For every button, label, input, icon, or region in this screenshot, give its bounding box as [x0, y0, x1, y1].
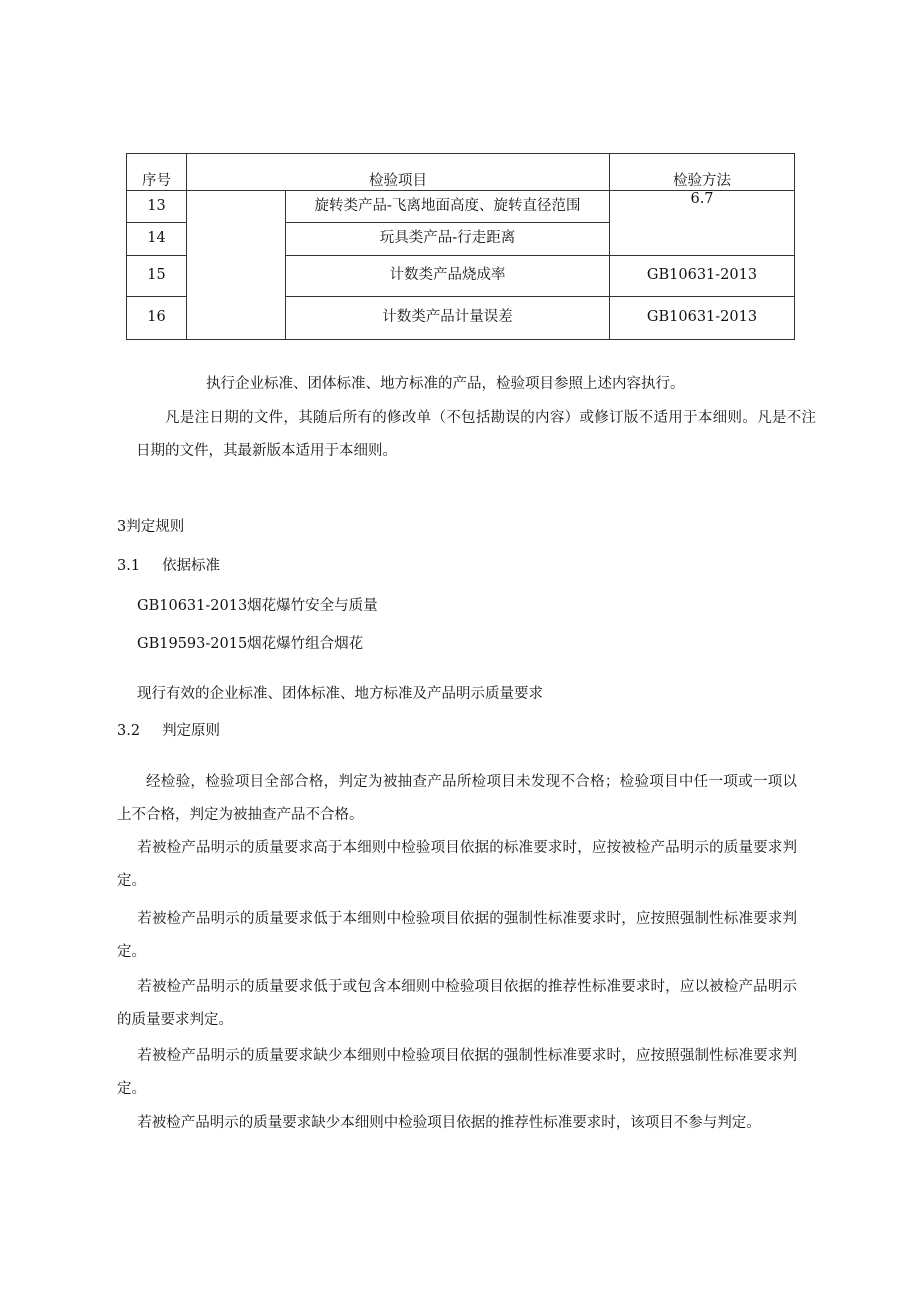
category-cell [187, 191, 286, 340]
judgment-paragraph: 若被检产品明示的质量要求高于本细则中检验项目依据的标准要求时，应按被检产品明示的质量要求判定。 [117, 840, 797, 889]
header-method: 检验方法 [610, 154, 795, 191]
header-seq: 序号 [127, 154, 187, 191]
row-seq: 13 [127, 191, 187, 223]
section-3-1-title: 依据标准 [162, 558, 221, 574]
section-3-2-number: 3.2 [117, 723, 141, 739]
judgment-paragraph: 经检验，检验项目全部合格，判定为被抽查产品所检项目未发现不合格；检验项目中任一项或一项以上不合格，判定为被抽查产品不合格。 [117, 774, 797, 823]
row-seq: 16 [127, 297, 187, 340]
row-item: 旋转类产品-飞离地面高度、旋转直径范围 [286, 191, 610, 223]
judgment-paragraph: 若被检产品明示的质量要求缺少本细则中检验项目依据的推荐性标准要求时，该项目不参与判定。 [137, 1115, 761, 1131]
section-3-1-number: 3.1 [117, 558, 141, 574]
section-3-title: 3判定规则 [117, 519, 185, 535]
section-3-1-heading [117, 556, 220, 576]
section-3-2-title: 判定原则 [162, 723, 221, 739]
judgment-paragraph: 若被检产品明示的质量要求缺少本细则中检验项目依据的强制性标准要求时，应按照强制性标准要求判定。 [117, 1048, 797, 1097]
row-item: 计数类产品烧成率 [286, 256, 610, 297]
judgment-paragraph: 若被检产品明示的质量要求低于本细则中检验项目依据的强制性标准要求时，应按照强制性标准要求判定。 [117, 911, 797, 960]
row-method: 6.7 [610, 191, 795, 256]
row-item: 计数类产品计量误差 [286, 297, 610, 340]
standard-item: 现行有效的企业标准、团体标准、地方标准及产品明示质量要求 [137, 686, 543, 702]
standard-item: GB19593-2015烟花爆竹组合烟花 [137, 636, 364, 652]
note-paragraph: 凡是注日期的文件，其随后所有的修改单（不包括勘误的内容）或修订版不适用于本细则。凡是不注日期的文件，其最新版本适用于本细则。 [136, 410, 816, 459]
row-method: GB10631-2013 [610, 256, 795, 297]
table-row [127, 191, 795, 223]
table-header-row [127, 154, 795, 191]
row-seq: 15 [127, 256, 187, 297]
note-paragraph: 执行企业标准、团体标准、地方标准的产品，检验项目参照上述内容执行。 [206, 376, 685, 392]
section-3-2-heading [117, 721, 220, 741]
header-item: 检验项目 [187, 154, 610, 191]
judgment-paragraph: 若被检产品明示的质量要求低于或包含本细则中检验项目依据的推荐性标准要求时，应以被检产品明示的质量要求判定。 [117, 979, 797, 1028]
row-method: GB10631-2013 [610, 297, 795, 340]
row-seq: 14 [127, 223, 187, 256]
standard-item: GB10631-2013烟花爆竹安全与质量 [137, 598, 378, 614]
inspection-items-table [126, 153, 795, 340]
row-item: 玩具类产品-行走距离 [286, 223, 610, 256]
